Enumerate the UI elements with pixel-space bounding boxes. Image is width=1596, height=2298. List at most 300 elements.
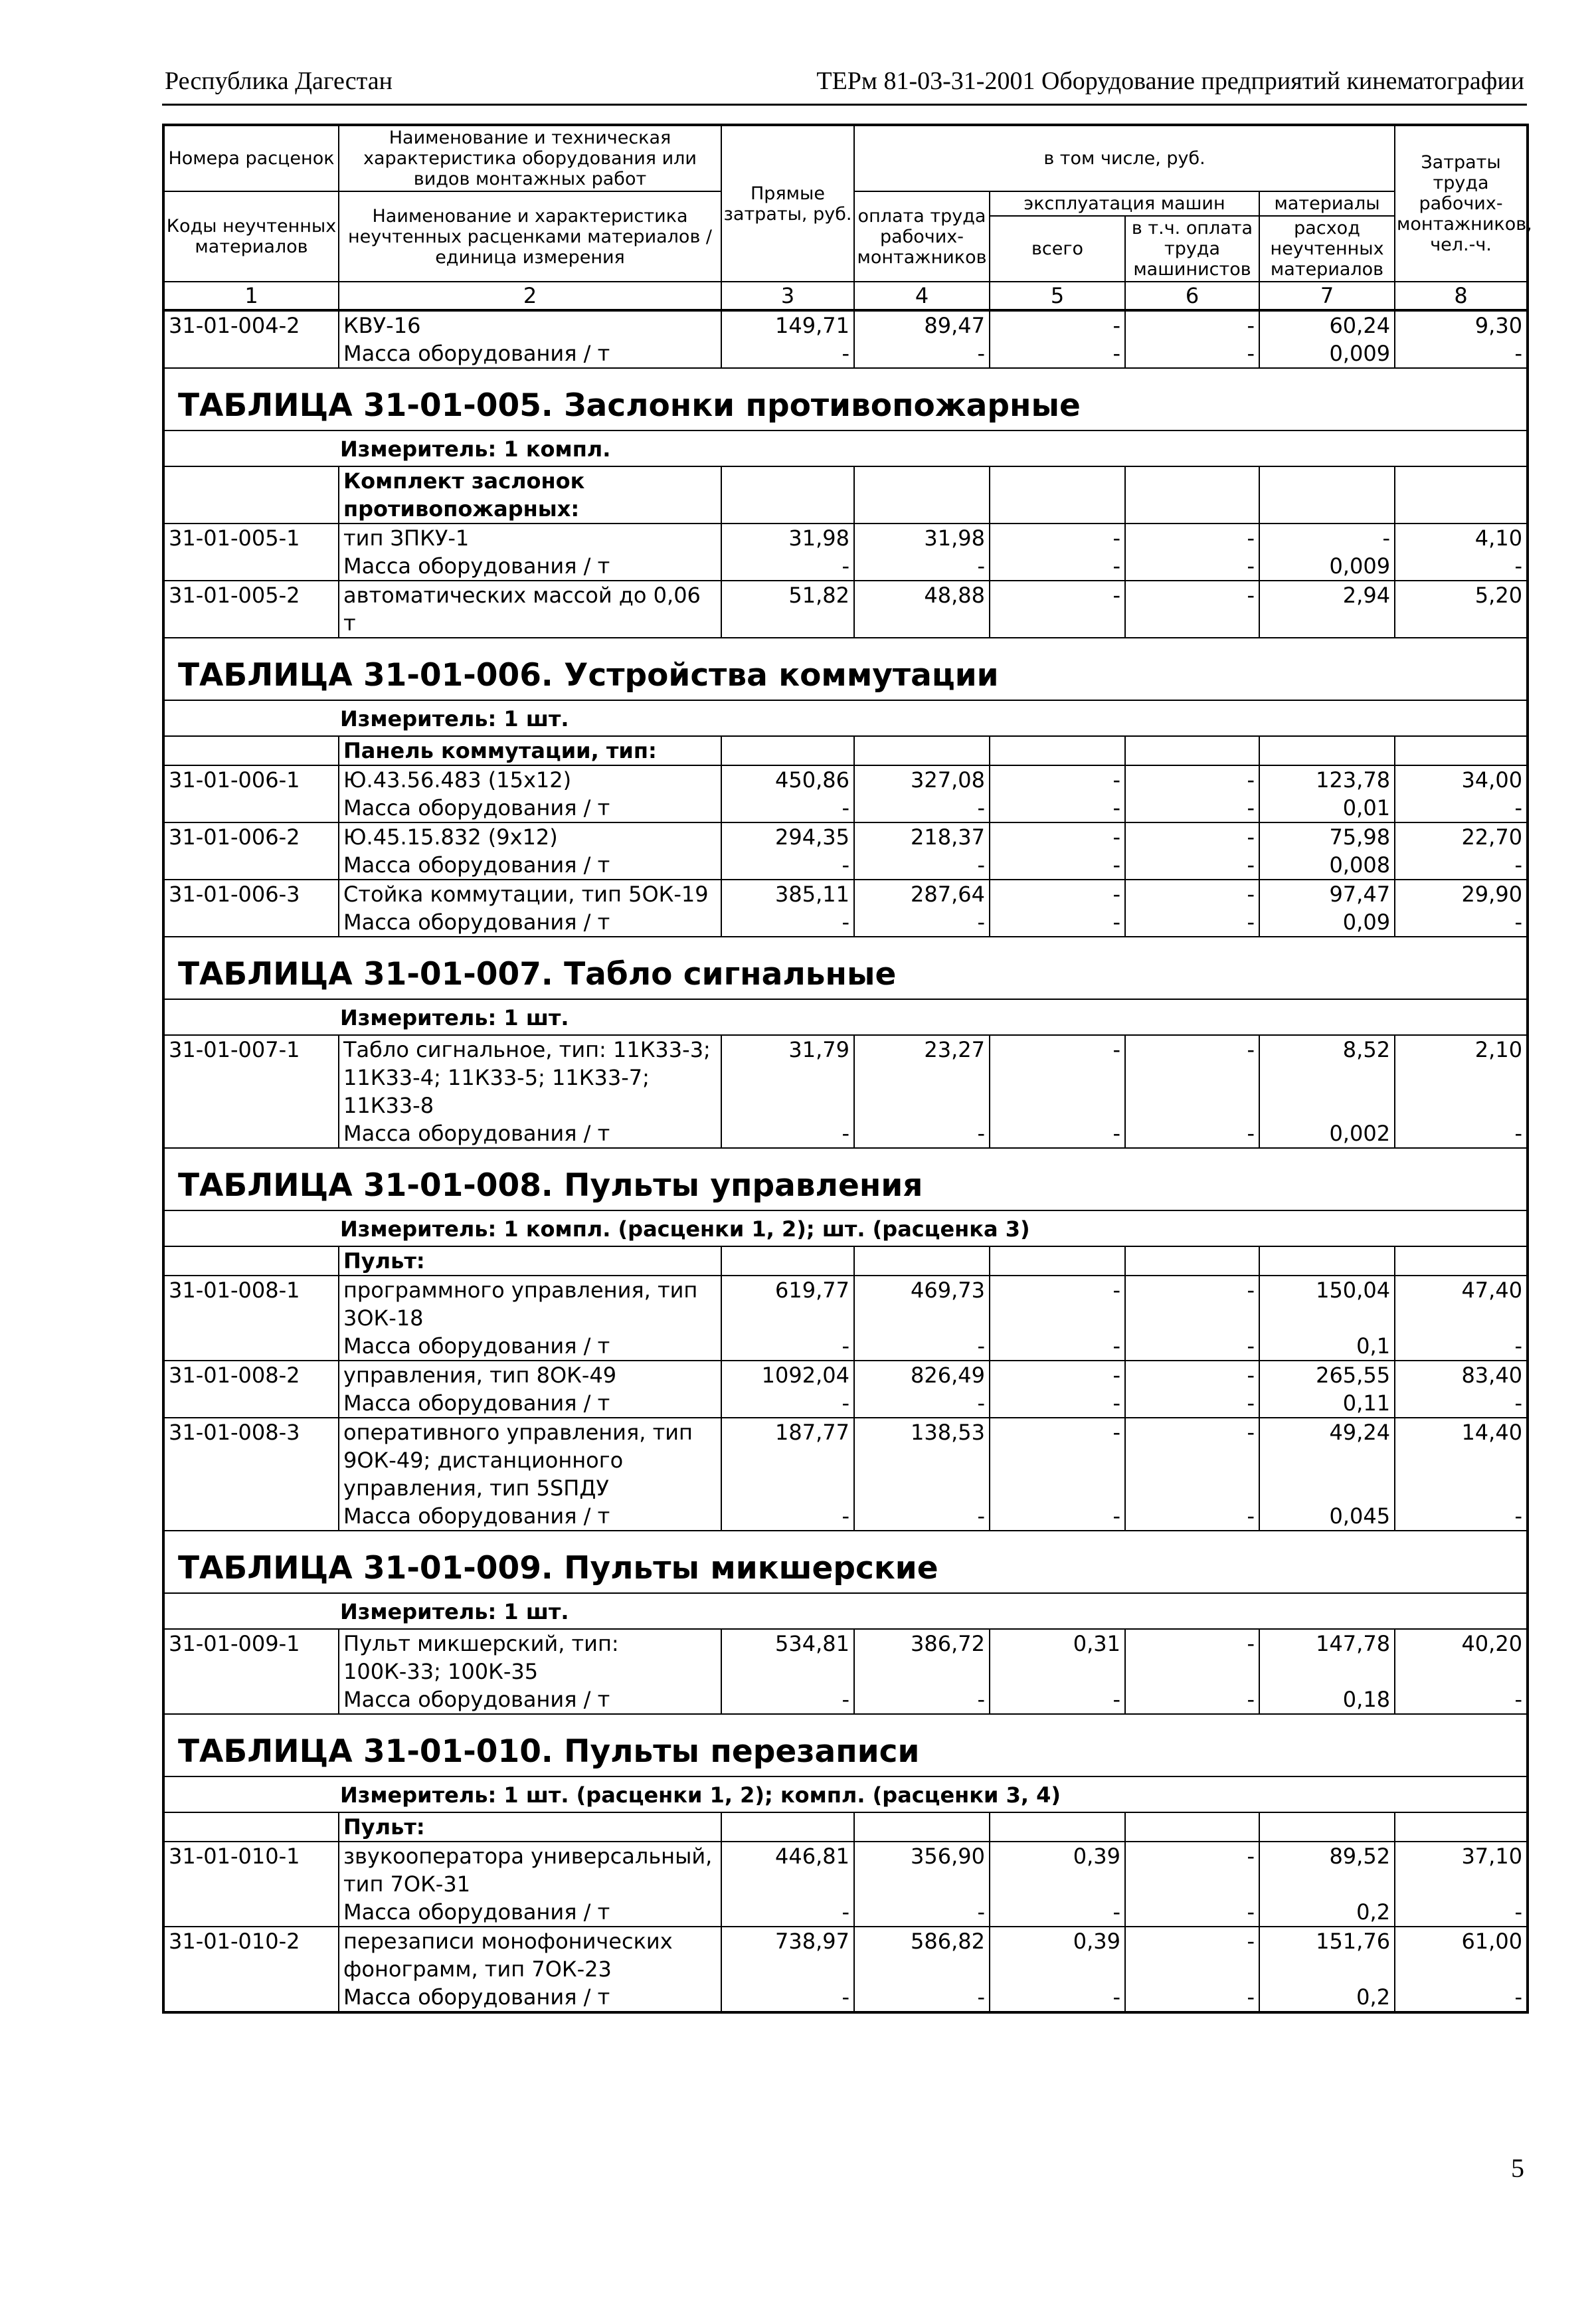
table-row (163, 581, 1528, 638)
rate-code (163, 1812, 339, 1842)
labor-hours: 37,10 (1395, 1842, 1528, 1898)
work-name: программного управления, тип 3ОК-18 (339, 1276, 721, 1332)
direct-costs: 446,81 (721, 1842, 854, 1898)
value-cell (1125, 466, 1259, 524)
value-cell (1125, 1246, 1259, 1276)
measure-cell (163, 1210, 1528, 1246)
measure-cell (163, 1593, 1528, 1629)
machinist-pay: - (1125, 1898, 1259, 1927)
page-number: 5 (1511, 2153, 1524, 2183)
worker-pay: - (854, 851, 990, 880)
value-cell (990, 466, 1125, 524)
direct-costs: - (721, 851, 854, 880)
materials: 0,045 (1259, 1502, 1395, 1531)
machinist-pay: - (1125, 1502, 1259, 1531)
value-cell (1259, 466, 1395, 524)
materials: 0,1 (1259, 1332, 1395, 1361)
worker-pay: 89,47 (854, 310, 990, 339)
labor-hours: 61,00 (1395, 1927, 1528, 1983)
col-header-codes-bottom: Коды неучтенных материалов (163, 191, 339, 282)
machines-total: 0,31 (990, 1629, 1125, 1685)
machines-total: - (990, 765, 1125, 794)
value-cell (1259, 1812, 1395, 1842)
rate-code (163, 908, 339, 937)
machines-total: - (990, 822, 1125, 851)
mass-label: Масса оборудования / т (339, 1898, 721, 1927)
rate-code: 31-01-006-2 (163, 822, 339, 851)
materials: 151,76 (1259, 1927, 1395, 1983)
group-heading-row (163, 1246, 1528, 1276)
measure-row (163, 999, 1528, 1035)
table-section-title-row (163, 1714, 1528, 1776)
col-header-direct-costs: Прямые затраты, руб. (721, 125, 854, 282)
work-name: автоматических массой до 0,06 т (339, 581, 721, 638)
group-heading-row (163, 1812, 1528, 1842)
value-cell (1395, 1812, 1528, 1842)
materials: 150,04 (1259, 1276, 1395, 1332)
section-title: ТАБЛИЦА 31-01-009. Пульты микшерские (178, 1550, 938, 1586)
rates-table-body (163, 310, 1528, 2012)
labor-hours: 29,90 (1395, 880, 1528, 908)
col-number: 3 (721, 282, 854, 310)
work-name: КВУ-16 (339, 310, 721, 339)
worker-pay: - (854, 339, 990, 368)
table-section-title-row (163, 638, 1528, 700)
worker-pay: 386,72 (854, 1629, 990, 1685)
direct-costs: - (721, 552, 854, 581)
col-header-group: в том числе, руб. (854, 125, 1395, 191)
machinist-pay: - (1125, 1418, 1259, 1502)
worker-pay: - (854, 1898, 990, 1927)
col-header-name-bottom: Наименование и характеристика неучтенных расценками материалов / единица измерения (339, 191, 721, 282)
direct-costs: 31,79 (721, 1035, 854, 1119)
mass-label: Масса оборудования / т (339, 1332, 721, 1361)
value-cell (1259, 1246, 1395, 1276)
direct-costs: - (721, 1685, 854, 1714)
worker-pay: - (854, 1983, 990, 2012)
measure-unit: Измеритель: 1 шт. (340, 1005, 569, 1030)
col-number: 4 (854, 282, 990, 310)
work-name: управления, тип 8ОК-49 (339, 1361, 721, 1389)
rate-code: 31-01-010-1 (163, 1842, 339, 1898)
labor-hours: - (1395, 1119, 1528, 1148)
worker-pay: - (854, 1119, 990, 1148)
machines-total: - (990, 552, 1125, 581)
work-name: Ю.43.56.483 (15х12) (339, 765, 721, 794)
rate-code: 31-01-004-2 (163, 310, 339, 339)
labor-hours: - (1395, 339, 1528, 368)
work-name: перезаписи монофонических фонограмм, тип 7ОК-23 (339, 1927, 721, 1983)
machines-total: - (990, 1389, 1125, 1418)
labor-hours: 4,10 (1395, 524, 1528, 552)
table-row (163, 880, 1528, 908)
section-title: ТАБЛИЦА 31-01-008. Пульты управления (178, 1167, 923, 1204)
machinist-pay: - (1125, 1361, 1259, 1389)
measure-row (163, 1210, 1528, 1246)
group-heading: Панель коммутации, тип: (339, 736, 721, 765)
mass-label: Масса оборудования / т (339, 1119, 721, 1148)
rate-code (163, 1332, 339, 1361)
machines-total: - (990, 1418, 1125, 1502)
table-section-title-row (163, 1148, 1528, 1210)
col-header-codes-top: Номера расценок (163, 125, 339, 191)
direct-costs: - (721, 1332, 854, 1361)
work-name: Пульт микшерский, тип: 100К-33; 100К-35 (339, 1629, 721, 1685)
labor-hours: 40,20 (1395, 1629, 1528, 1685)
machinist-pay: - (1125, 524, 1259, 552)
labor-hours: - (1395, 1389, 1528, 1418)
value-cell (721, 466, 854, 524)
materials: 0,009 (1259, 552, 1395, 581)
rate-code (163, 851, 339, 880)
section-cell (163, 1148, 1528, 1210)
work-name: тип ЗПКУ-1 (339, 524, 721, 552)
value-cell (721, 736, 854, 765)
labor-hours: - (1395, 908, 1528, 937)
section-cell (163, 638, 1528, 700)
materials: 0,009 (1259, 339, 1395, 368)
materials: 0,09 (1259, 908, 1395, 937)
materials: 75,98 (1259, 822, 1395, 851)
value-cell (990, 1246, 1125, 1276)
labor-hours: - (1395, 1332, 1528, 1361)
worker-pay: 138,53 (854, 1418, 990, 1502)
worker-pay: 218,37 (854, 822, 990, 851)
worker-pay: - (854, 552, 990, 581)
col-header-machines-total: всего (990, 216, 1125, 282)
direct-costs: 450,86 (721, 765, 854, 794)
worker-pay: 48,88 (854, 581, 990, 638)
direct-costs: 385,11 (721, 880, 854, 908)
value-cell (1125, 736, 1259, 765)
table-section-title-row (163, 1531, 1528, 1593)
measure-cell (163, 999, 1528, 1035)
mass-label: Масса оборудования / т (339, 339, 721, 368)
worker-pay: 586,82 (854, 1927, 990, 1983)
materials: 0,18 (1259, 1685, 1395, 1714)
machinist-pay: - (1125, 1332, 1259, 1361)
machines-total: - (990, 1035, 1125, 1119)
col-header-labor: Затраты труда рабочих-монтажников, чел.-ч. (1395, 125, 1528, 282)
table-section-title-row (163, 937, 1528, 999)
machines-total: 0,39 (990, 1927, 1125, 1983)
value-cell (854, 736, 990, 765)
measure-cell (163, 431, 1528, 466)
rate-code: 31-01-007-1 (163, 1035, 339, 1119)
mass-row (163, 1389, 1528, 1418)
materials: 49,24 (1259, 1418, 1395, 1502)
rate-code (163, 1898, 339, 1927)
machinist-pay: - (1125, 851, 1259, 880)
rate-code: 31-01-008-2 (163, 1361, 339, 1389)
col-header-worker-pay: оплата труда рабочих-монтажников (854, 191, 990, 282)
direct-costs: 534,81 (721, 1629, 854, 1685)
rate-code: 31-01-006-1 (163, 765, 339, 794)
materials: 0,11 (1259, 1389, 1395, 1418)
worker-pay: 469,73 (854, 1276, 990, 1332)
mass-label: Масса оборудования / т (339, 851, 721, 880)
labor-hours: - (1395, 1983, 1528, 2012)
machinist-pay: - (1125, 908, 1259, 937)
rate-code (163, 1389, 339, 1418)
table-row (163, 1842, 1528, 1898)
machinist-pay: - (1125, 822, 1259, 851)
rate-code (163, 466, 339, 524)
table-row (163, 1418, 1528, 1502)
direct-costs: - (721, 794, 854, 822)
mass-row (163, 1983, 1528, 2012)
machines-total: - (990, 1983, 1125, 2012)
worker-pay: 23,27 (854, 1035, 990, 1119)
value-cell (990, 1812, 1125, 1842)
work-name: Стойка коммутации, тип 5ОК-19 (339, 880, 721, 908)
measure-unit: Измеритель: 1 шт. (340, 706, 569, 731)
section-cell (163, 1714, 1528, 1776)
materials: 0,01 (1259, 794, 1395, 822)
work-name: звукооператора универсальный, тип 7ОК-31 (339, 1842, 721, 1898)
machinist-pay: - (1125, 581, 1259, 638)
labor-hours: 34,00 (1395, 765, 1528, 794)
worker-pay: - (854, 1332, 990, 1361)
machinist-pay: - (1125, 880, 1259, 908)
worker-pay: - (854, 908, 990, 937)
direct-costs: 738,97 (721, 1927, 854, 1983)
measure-cell (163, 700, 1528, 736)
mass-row (163, 1685, 1528, 1714)
mass-label: Масса оборудования / т (339, 794, 721, 822)
materials: 147,78 (1259, 1629, 1395, 1685)
machines-total: - (990, 1119, 1125, 1148)
machinist-pay: - (1125, 339, 1259, 368)
rate-code (163, 1983, 339, 2012)
measure-row (163, 700, 1528, 736)
mass-label: Масса оборудования / т (339, 1389, 721, 1418)
group-heading-row (163, 736, 1528, 765)
col-header-machinist-pay: в т.ч. оплата труда машинистов (1125, 216, 1259, 282)
work-name: Ю.45.15.832 (9х12) (339, 822, 721, 851)
mass-row (163, 851, 1528, 880)
direct-costs: - (721, 908, 854, 937)
materials: - (1259, 524, 1395, 552)
table-row (163, 822, 1528, 851)
worker-pay: 826,49 (854, 1361, 990, 1389)
col-number: 1 (163, 282, 339, 310)
section-title: ТАБЛИЦА 31-01-006. Устройства коммутации (178, 657, 999, 694)
rate-code: 31-01-008-3 (163, 1418, 339, 1502)
machines-total: 0,39 (990, 1842, 1125, 1898)
machines-total: - (990, 1685, 1125, 1714)
labor-hours: 22,70 (1395, 822, 1528, 851)
rate-code: 31-01-010-2 (163, 1927, 339, 1983)
direct-costs: - (721, 339, 854, 368)
measure-unit: Измеритель: 1 компл. (расценки 1, 2); шт. (расценка 3) (340, 1216, 1030, 1242)
mass-row (163, 552, 1528, 581)
direct-costs: 619,77 (721, 1276, 854, 1332)
mass-row (163, 339, 1528, 368)
value-cell (721, 1246, 854, 1276)
measure-unit: Измеритель: 1 шт. (340, 1599, 569, 1624)
materials: 0,002 (1259, 1119, 1395, 1148)
mass-row (163, 1898, 1528, 1927)
mass-label: Масса оборудования / т (339, 1502, 721, 1531)
materials: 8,52 (1259, 1035, 1395, 1119)
worker-pay: - (854, 1389, 990, 1418)
col-number: 2 (339, 282, 721, 310)
materials: 60,24 (1259, 310, 1395, 339)
machinist-pay: - (1125, 765, 1259, 794)
labor-hours: - (1395, 1898, 1528, 1927)
value-cell (1259, 736, 1395, 765)
rates-table (162, 124, 1532, 2014)
machines-total: - (990, 1332, 1125, 1361)
materials: 97,47 (1259, 880, 1395, 908)
machines-total: - (990, 1898, 1125, 1927)
rate-code (163, 1685, 339, 1714)
labor-hours: 14,40 (1395, 1418, 1528, 1502)
direct-costs: 51,82 (721, 581, 854, 638)
col-header-machines: эксплуатация машин (990, 191, 1259, 216)
rate-code: 31-01-005-2 (163, 581, 339, 638)
machinist-pay: - (1125, 1035, 1259, 1119)
worker-pay: 327,08 (854, 765, 990, 794)
direct-costs: - (721, 1898, 854, 1927)
materials: 123,78 (1259, 765, 1395, 794)
machines-total: - (990, 794, 1125, 822)
machinist-pay: - (1125, 1842, 1259, 1898)
value-cell (1125, 1812, 1259, 1842)
machinist-pay: - (1125, 552, 1259, 581)
materials: 265,55 (1259, 1361, 1395, 1389)
worker-pay: - (854, 1685, 990, 1714)
group-heading: Пульт: (339, 1246, 721, 1276)
machines-total: - (990, 310, 1125, 339)
machines-total: - (990, 880, 1125, 908)
direct-costs: 1092,04 (721, 1361, 854, 1389)
labor-hours: 2,10 (1395, 1035, 1528, 1119)
labor-hours: - (1395, 851, 1528, 880)
value-cell (990, 736, 1125, 765)
labor-hours: - (1395, 1502, 1528, 1531)
rate-code (163, 1246, 339, 1276)
value-cell (1395, 1246, 1528, 1276)
table-row (163, 1361, 1528, 1389)
table-row (163, 1035, 1528, 1119)
direct-costs: 149,71 (721, 310, 854, 339)
col-header-unaccounted-materials: расход неучтенных материалов (1259, 216, 1395, 282)
measure-unit: Измеритель: 1 компл. (340, 436, 611, 462)
machinist-pay: - (1125, 1685, 1259, 1714)
rate-code: 31-01-008-1 (163, 1276, 339, 1332)
col-number: 7 (1259, 282, 1395, 310)
labor-hours: - (1395, 794, 1528, 822)
header-region: Республика Дагестан (165, 67, 393, 95)
table-row (163, 310, 1528, 339)
rate-code (163, 552, 339, 581)
direct-costs: 187,77 (721, 1418, 854, 1502)
rate-code (163, 1119, 339, 1148)
materials: 89,52 (1259, 1842, 1395, 1898)
rate-code: 31-01-006-3 (163, 880, 339, 908)
value-cell (854, 1812, 990, 1842)
machines-total: - (990, 339, 1125, 368)
group-heading-row (163, 466, 1528, 524)
direct-costs: - (721, 1119, 854, 1148)
worker-pay: 356,90 (854, 1842, 990, 1898)
section-cell (163, 937, 1528, 999)
machines-total: - (990, 1361, 1125, 1389)
measure-row (163, 1593, 1528, 1629)
machinist-pay: - (1125, 794, 1259, 822)
rate-code: 31-01-009-1 (163, 1629, 339, 1685)
machinist-pay: - (1125, 1276, 1259, 1332)
mass-row (163, 1119, 1528, 1148)
machinist-pay: - (1125, 1927, 1259, 1983)
work-name: оперативного управления, тип 9ОК-49; дистанционного управления, тип 5ЅПДУ (339, 1418, 721, 1502)
table-section-title-row (163, 368, 1528, 431)
rate-code (163, 736, 339, 765)
materials: 2,94 (1259, 581, 1395, 638)
value-cell (1395, 466, 1528, 524)
rate-code (163, 1502, 339, 1531)
direct-costs: - (721, 1389, 854, 1418)
direct-costs: - (721, 1502, 854, 1531)
machinist-pay: - (1125, 1629, 1259, 1685)
col-header-materials: материалы (1259, 191, 1395, 216)
direct-costs: - (721, 1983, 854, 2012)
measure-row (163, 431, 1528, 466)
header-divider (162, 104, 1527, 106)
table-row (163, 765, 1528, 794)
section-title: ТАБЛИЦА 31-01-005. Заслонки противопожарные (178, 387, 1081, 424)
rate-code (163, 794, 339, 822)
mass-row (163, 794, 1528, 822)
worker-pay: 31,98 (854, 524, 990, 552)
machinist-pay: - (1125, 1119, 1259, 1148)
mass-row (163, 908, 1528, 937)
labor-hours: 9,30 (1395, 310, 1528, 339)
mass-label: Масса оборудования / т (339, 1685, 721, 1714)
group-heading: Комплект заслонок противопожарных: (339, 466, 721, 524)
group-heading: Пульт: (339, 1812, 721, 1842)
worker-pay: 287,64 (854, 880, 990, 908)
value-cell (854, 1246, 990, 1276)
labor-hours: 83,40 (1395, 1361, 1528, 1389)
measure-cell (163, 1776, 1528, 1812)
col-header-name-top: Наименование и техническая характеристика оборудования или видов монтажных работ (339, 125, 721, 191)
measure-row (163, 1776, 1528, 1812)
col-number: 8 (1395, 282, 1528, 310)
mass-row (163, 1332, 1528, 1361)
machinist-pay: - (1125, 310, 1259, 339)
direct-costs: 294,35 (721, 822, 854, 851)
direct-costs: 31,98 (721, 524, 854, 552)
machines-total: - (990, 1276, 1125, 1332)
section-title: ТАБЛИЦА 31-01-007. Табло сигнальные (178, 956, 897, 993)
labor-hours: - (1395, 552, 1528, 581)
col-number: 5 (990, 282, 1125, 310)
col-number: 6 (1125, 282, 1259, 310)
measure-unit: Измеритель: 1 шт. (расценки 1, 2); компл. (расценки 3, 4) (340, 1782, 1061, 1808)
value-cell (721, 1812, 854, 1842)
section-cell (163, 1531, 1528, 1593)
worker-pay: - (854, 1502, 990, 1531)
header-document-title: ТЕРм 81-03-31-2001 Оборудование предприятий кинематографии (816, 67, 1524, 95)
table-row (163, 1629, 1528, 1685)
labor-hours: 5,20 (1395, 581, 1528, 638)
mass-label: Масса оборудования / т (339, 552, 721, 581)
machines-total: - (990, 1502, 1125, 1531)
table-row (163, 1276, 1528, 1332)
